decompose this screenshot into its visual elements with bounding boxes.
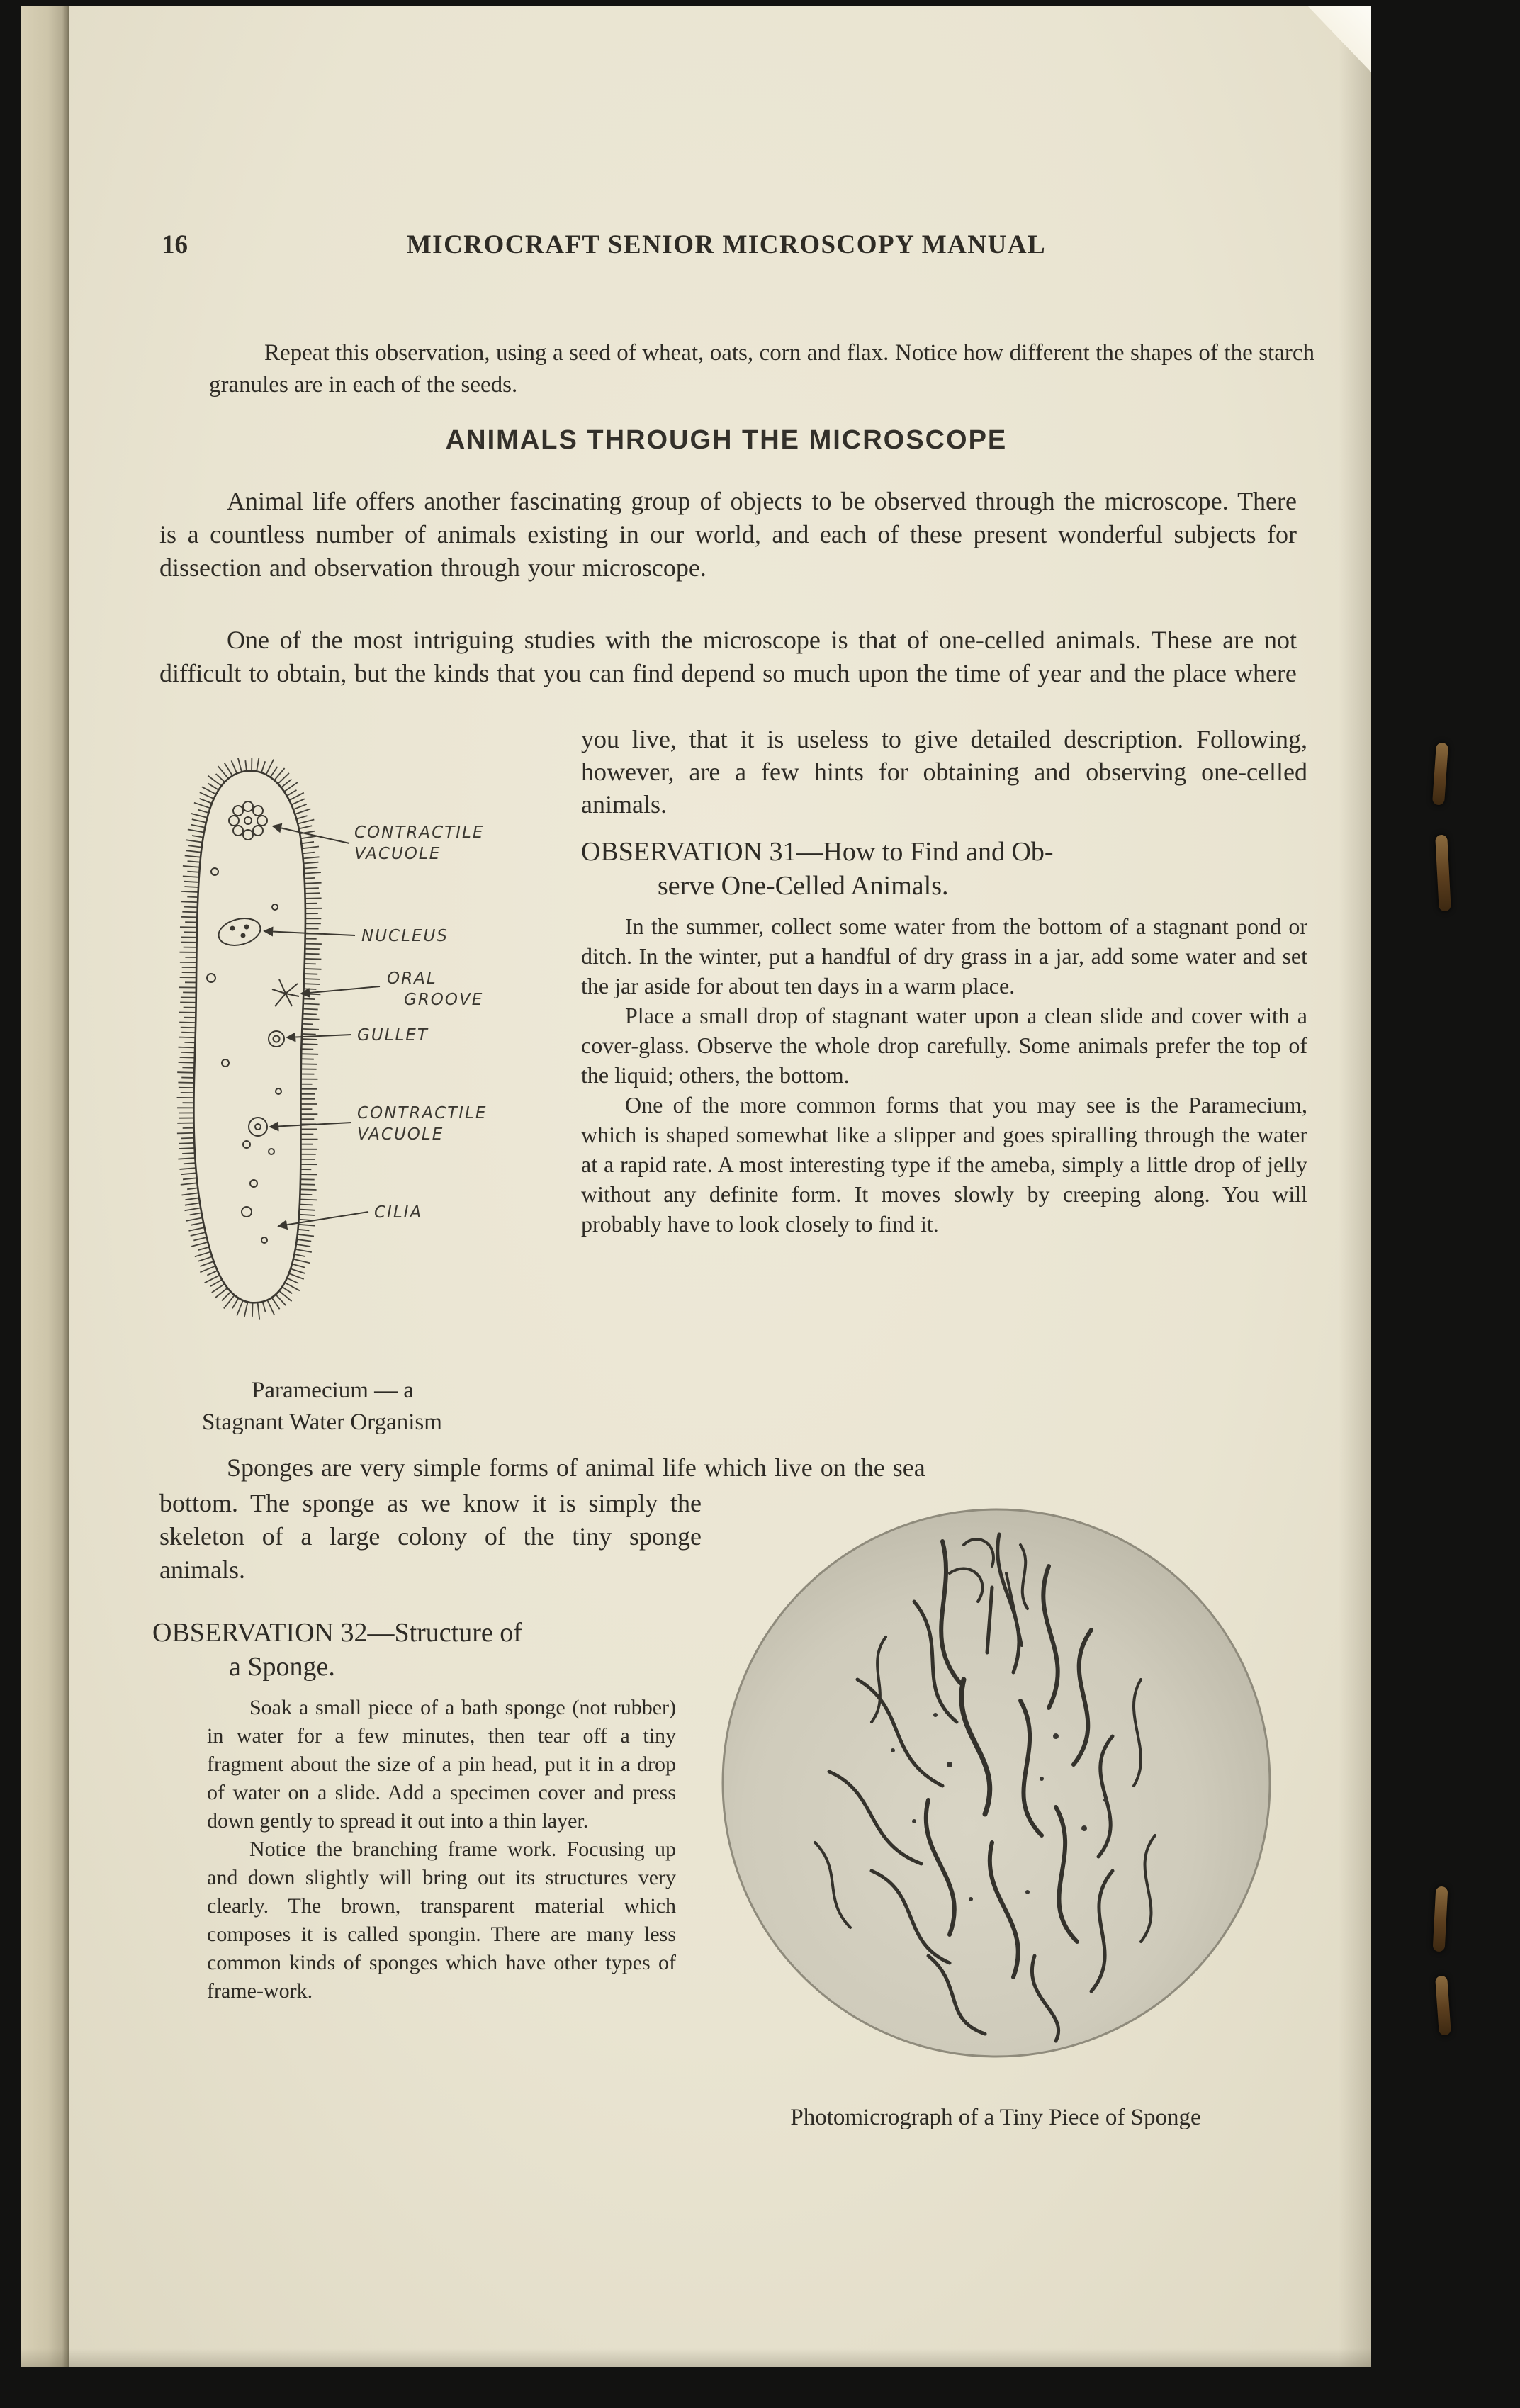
paramecium-caption-line2: Stagnant Water Organism [202, 1410, 442, 1435]
observation-31-paragraph-3: One of the more common forms that you may see is the Paramecium, which is shaped somewhat like a slipper and goes spiralling through the water at a rapid rate. A most interesting type if the ameba, simply a little drop of jelly without any definite form. It moves slowly by creeping along. You will probably have to look closely to find it. [581, 1092, 1307, 1237]
observation-31-heading [581, 835, 1307, 903]
animals-paragraph-1: Animal life offers another fascinating group of objects to be observed through the microscope. There is a countless number of animals existing in our world, and each of these present wonderful subjects for dissection and observation through your microscope. [159, 487, 1297, 582]
paramecium-caption [202, 1375, 585, 1439]
observation-31-heading-line2: serve One-Celled Animals. [658, 871, 949, 901]
book-page [21, 6, 1371, 2367]
running-header: MICROCRAFT SENIOR MICROSCOPY MANUAL [406, 230, 1047, 259]
label-contractile-vacuole-bottom-line1: CONTRACTILE [357, 1104, 488, 1123]
observation-32-paragraph-2: Notice the branching frame work. Focusing up and down slightly will bring out its structures very clearly. The brown, transparent material which composes it is called spongin. There are many less common kinds of sponges which have other types of frame-work. [207, 1838, 676, 2003]
paramecium-caption-line1: Paramecium — a [252, 1378, 415, 1403]
sponges-paragraph-full: Sponges are very simple forms of animal life which live on the sea [227, 1453, 925, 1482]
page-number: 16 [162, 230, 188, 259]
observation-31-paragraph-2: Place a small drop of stagnant water upon a clean slide and cover with a cover-glass. Observe the whole drop carefully. Some animals prefer the top of the liquid; others, the bottom. [581, 1003, 1307, 1088]
observation-32-body [207, 1694, 676, 2005]
observation-32-paragraph-1: Soak a small piece of a bath sponge (not rubber) in water for a few minutes, then tear off a tiny fragment about the size of a pin head, put it in a drop of water on a slide. Add a specimen cover and press down gently to spread it out into a thin layer. [207, 1696, 676, 1833]
observation-32-heading-line2: a Sponge. [229, 1652, 335, 1682]
label-gullet: GULLET [357, 1026, 429, 1045]
page-left-edge [21, 6, 69, 2367]
label-contractile-vacuole-top-line1: CONTRACTILE [354, 823, 485, 842]
observation-32-heading [152, 1616, 719, 1684]
paramecium-diagram [140, 758, 546, 1349]
observation-32-heading-line1: OBSERVATION 32—Structure of [152, 1618, 522, 1648]
sponge-photo-caption: Photomicrograph of a Tiny Piece of Sponge [790, 2105, 1201, 2130]
label-cilia: CILIA [374, 1203, 423, 1222]
binding-staple-2 [1435, 835, 1451, 912]
binding-staple-4 [1435, 1976, 1451, 2036]
label-contractile-vacuole-bottom-line2: VACUOLE [357, 1125, 444, 1144]
label-contractile-vacuole-top-line2: VACUOLE [354, 845, 441, 863]
animals-paragraph-2-full: One of the most intriguing studies with the microscope is that of one-celled animals. These are not difficult to obtain, but the kinds that you can find depend so much upon the time of year and the place where [159, 626, 1297, 687]
sponge-photomicrograph [716, 1502, 1277, 2064]
observation-31-heading-line1: OBSERVATION 31—How to Find and Ob- [581, 837, 1054, 867]
sponges-paragraph-column: bottom. The sponge as we know it is simply the skeleton of a large colony of the tiny sponge animals. [159, 1489, 702, 1584]
page-right-shade [1339, 6, 1371, 2367]
section-heading-animals: ANIMALS THROUGH THE MICROSCOPE [445, 425, 1008, 455]
label-nucleus: NUCLEUS [361, 927, 449, 945]
label-oral-groove-line2: GROOVE [404, 991, 484, 1009]
binding-staple-3 [1433, 1886, 1448, 1952]
binding-staple-1 [1432, 743, 1448, 806]
observation-31-paragraph-1: In the summer, collect some water from the bottom of a stagnant pond or ditch. In the winter, put a handful of dry grass in a jar, add some water and set the jar aside for about ten days in a warm place. [581, 913, 1307, 998]
label-oral-groove-line1: ORAL [387, 969, 437, 988]
right-column [581, 723, 1307, 1239]
animals-paragraph-2-column: you live, that it is useless to give detailed description. Following, however, are a few hints for obtaining and observing one-celled animals. [581, 725, 1307, 818]
intro-paragraph: Repeat this observation, using a seed of wheat, oats, corn and flax. Notice how different the shapes of the starch granules are in each of the seeds. [209, 340, 1314, 398]
page-bottom-shade [21, 2348, 1371, 2367]
